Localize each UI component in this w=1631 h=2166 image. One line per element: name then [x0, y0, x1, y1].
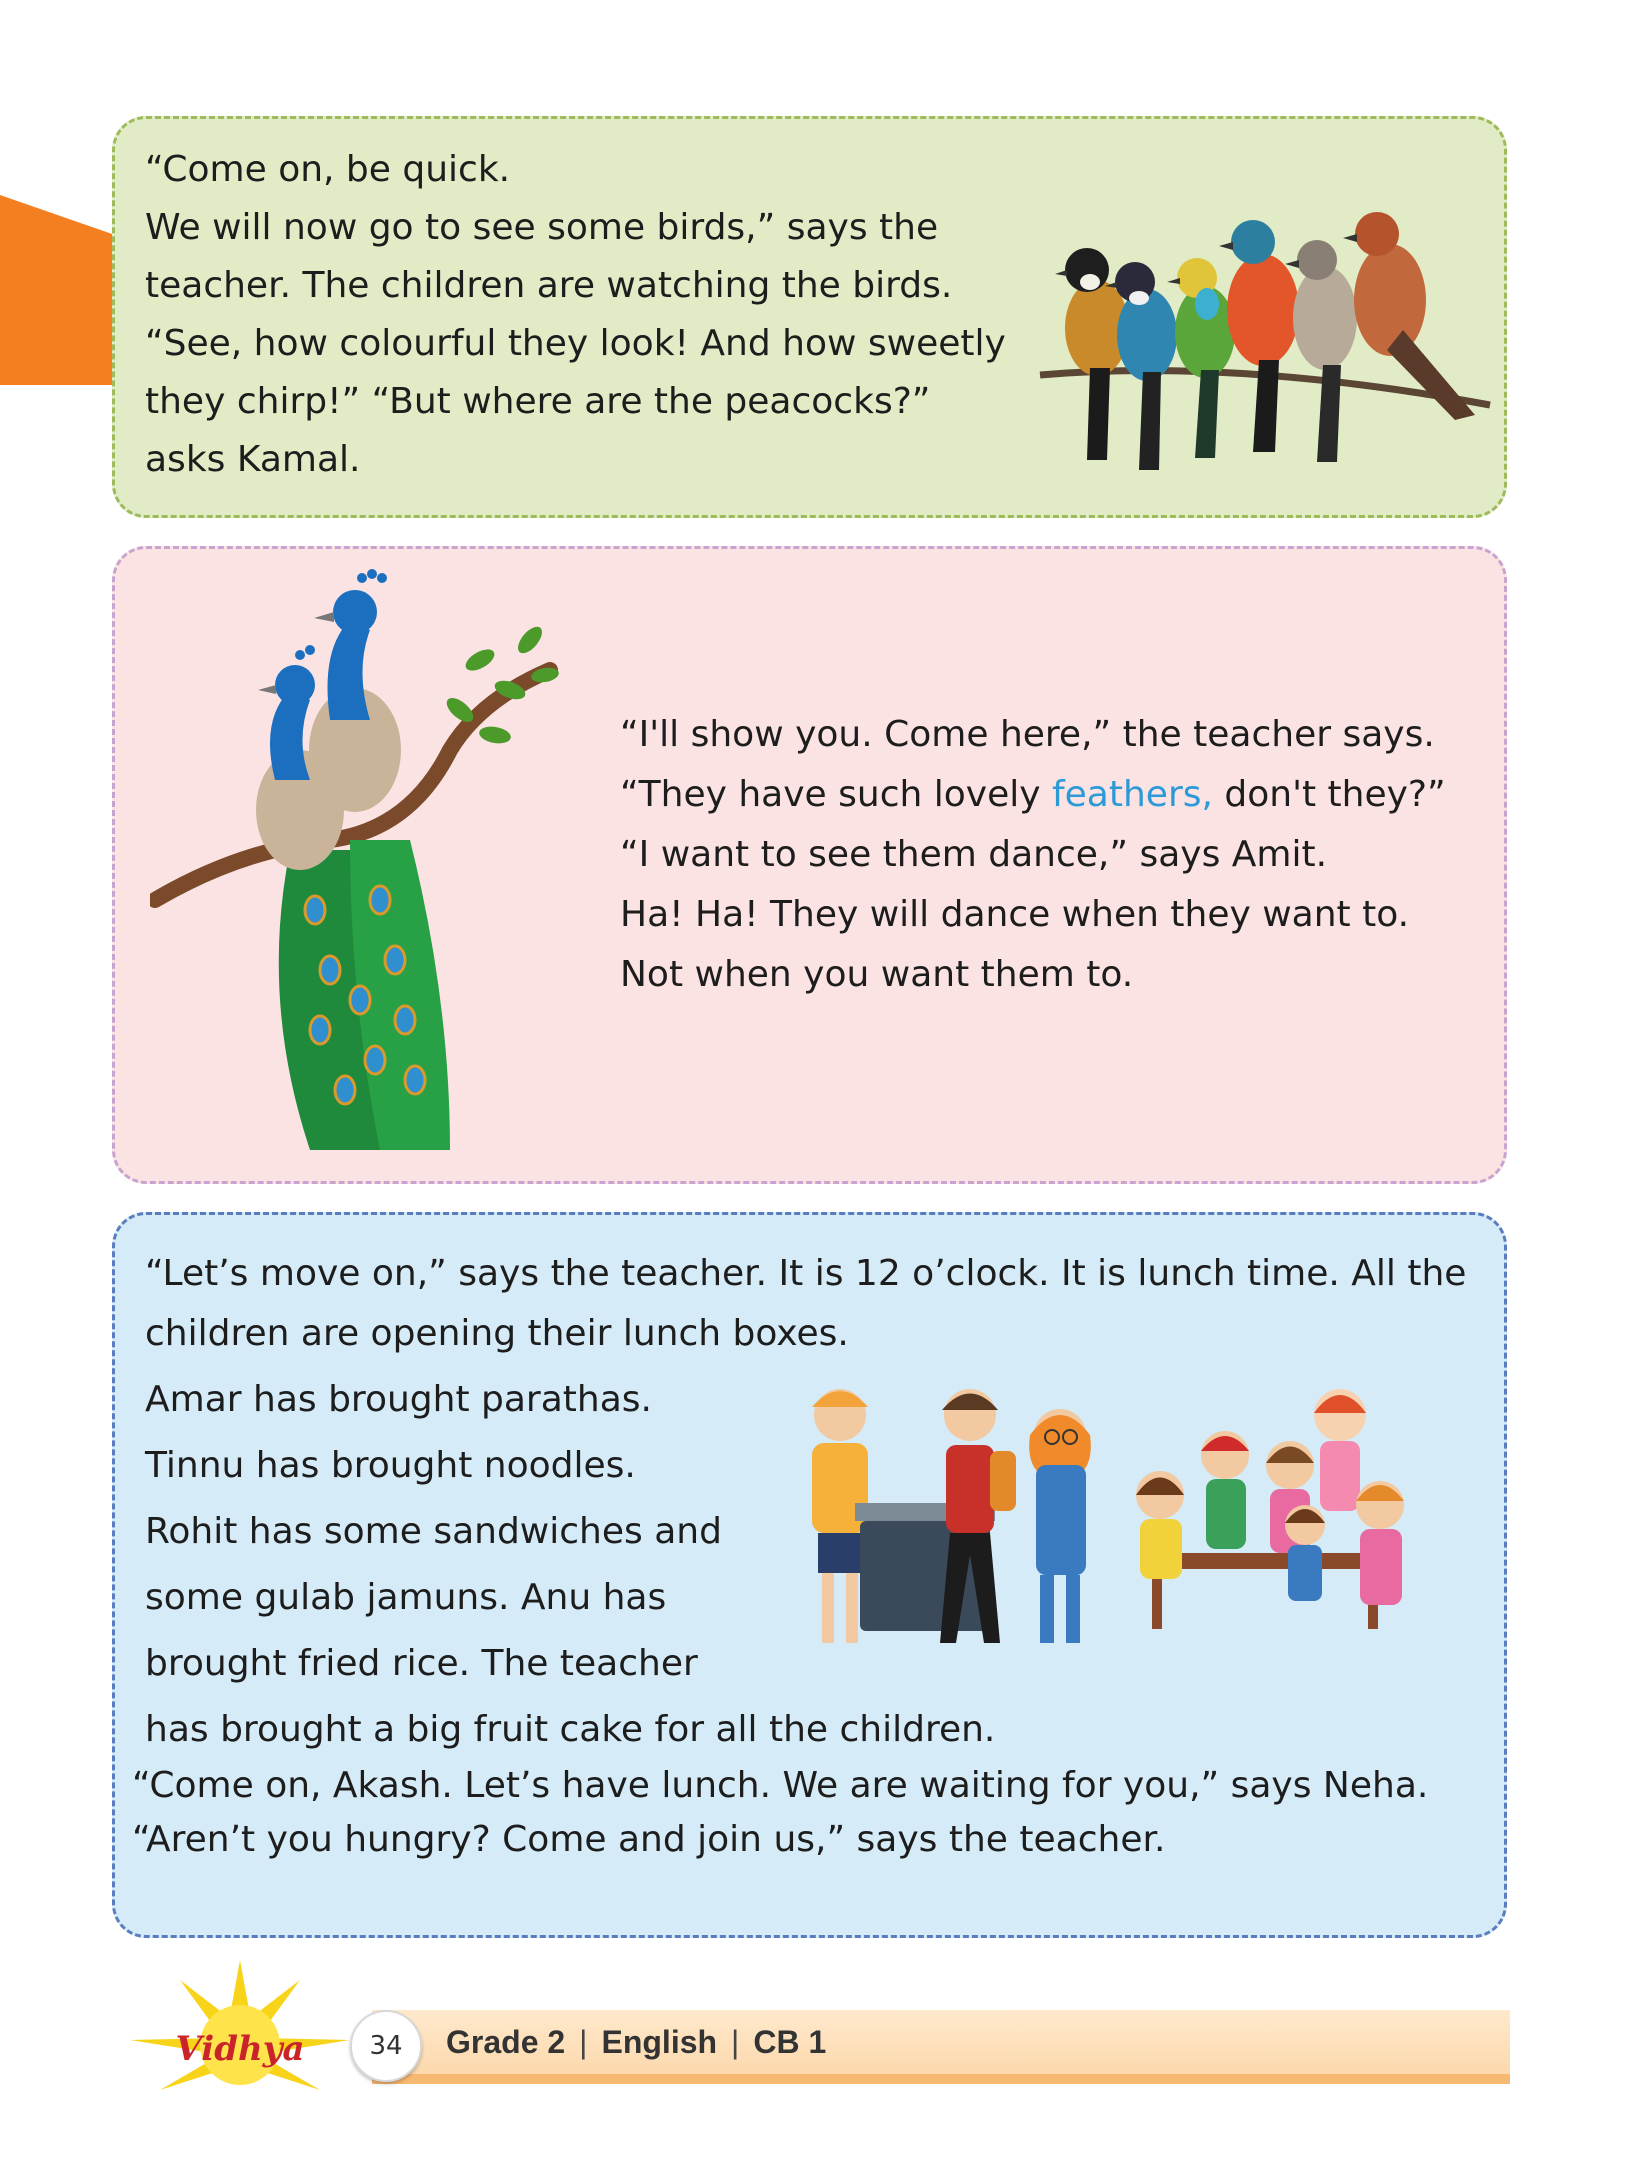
box3-line-9: “Come on, Akash. Let’s have lunch. We are waiting for you,” says Neha.: [132, 1765, 1429, 1806]
page-number: 34: [350, 2010, 422, 2082]
logo-text: Vidhya: [175, 2029, 305, 2069]
box3-line-4: Tinnu has brought noodles.: [145, 1445, 636, 1486]
box2-line-2-start: “They have such lovely: [620, 774, 1052, 815]
box3-line-10: “Aren’t you hungry? Come and join us,” says the teacher.: [132, 1819, 1166, 1860]
box2-line-3: “I want to see them dance,” says Amit.: [620, 834, 1328, 875]
box3-line-7: brought fried rice. The teacher: [145, 1643, 698, 1684]
box1-line-5: they chirp!” “But where are the peacocks?”: [145, 381, 931, 422]
children-lunch-image: [760, 1355, 1460, 1665]
orange-side-tab: [0, 195, 115, 385]
box1-line-3: teacher. The children are watching the birds.: [145, 265, 953, 306]
box1-line-1: “Come on, be quick.: [145, 149, 511, 190]
vidhya-logo: [120, 1960, 360, 2110]
feathers-highlight: feathers,: [1051, 774, 1213, 815]
box1-line-2: We will now go to see some birds,” says the: [145, 207, 939, 248]
box1-line-6: asks Kamal.: [145, 439, 361, 480]
box1-line-4: “See, how colourful they look! And how sweetly: [145, 323, 1006, 364]
birds-on-branch-image: [1035, 200, 1495, 500]
box2-line-4: Ha! Ha! They will dance when they want to.: [620, 894, 1410, 935]
box2-line-5: Not when you want them to.: [620, 954, 1134, 995]
box3-line-6: some gulab jamuns. Anu has: [145, 1577, 667, 1618]
box3-line-1: “Let’s move on,” says the teacher. It is 12 o’clock. It is lunch time. All the: [145, 1253, 1467, 1294]
box3-line-8: has brought a big fruit cake for all the children.: [145, 1709, 996, 1750]
box2-line-2: [620, 773, 1446, 817]
footer-grade: Grade 2: [446, 2024, 566, 2060]
box3-line-2: children are opening their lunch boxes.: [145, 1313, 849, 1354]
box3-line-3: Amar has brought parathas.: [145, 1379, 652, 1420]
peacock-pair-image: [150, 550, 580, 1170]
footer-subject: English: [601, 2024, 718, 2060]
box2-line-2-end: don't they?”: [1212, 774, 1446, 815]
box2-line-1: “I'll show you. Come here,” the teacher says.: [620, 714, 1435, 755]
footer-separator-2: |: [731, 2024, 740, 2060]
footer-book: CB 1: [753, 2024, 827, 2060]
box3-line-5: Rohit has some sandwiches and: [145, 1511, 722, 1552]
footer-separator-1: |: [579, 2024, 588, 2060]
footer-book-info: [446, 2024, 826, 2061]
footer-bar-underline: [372, 2074, 1510, 2084]
